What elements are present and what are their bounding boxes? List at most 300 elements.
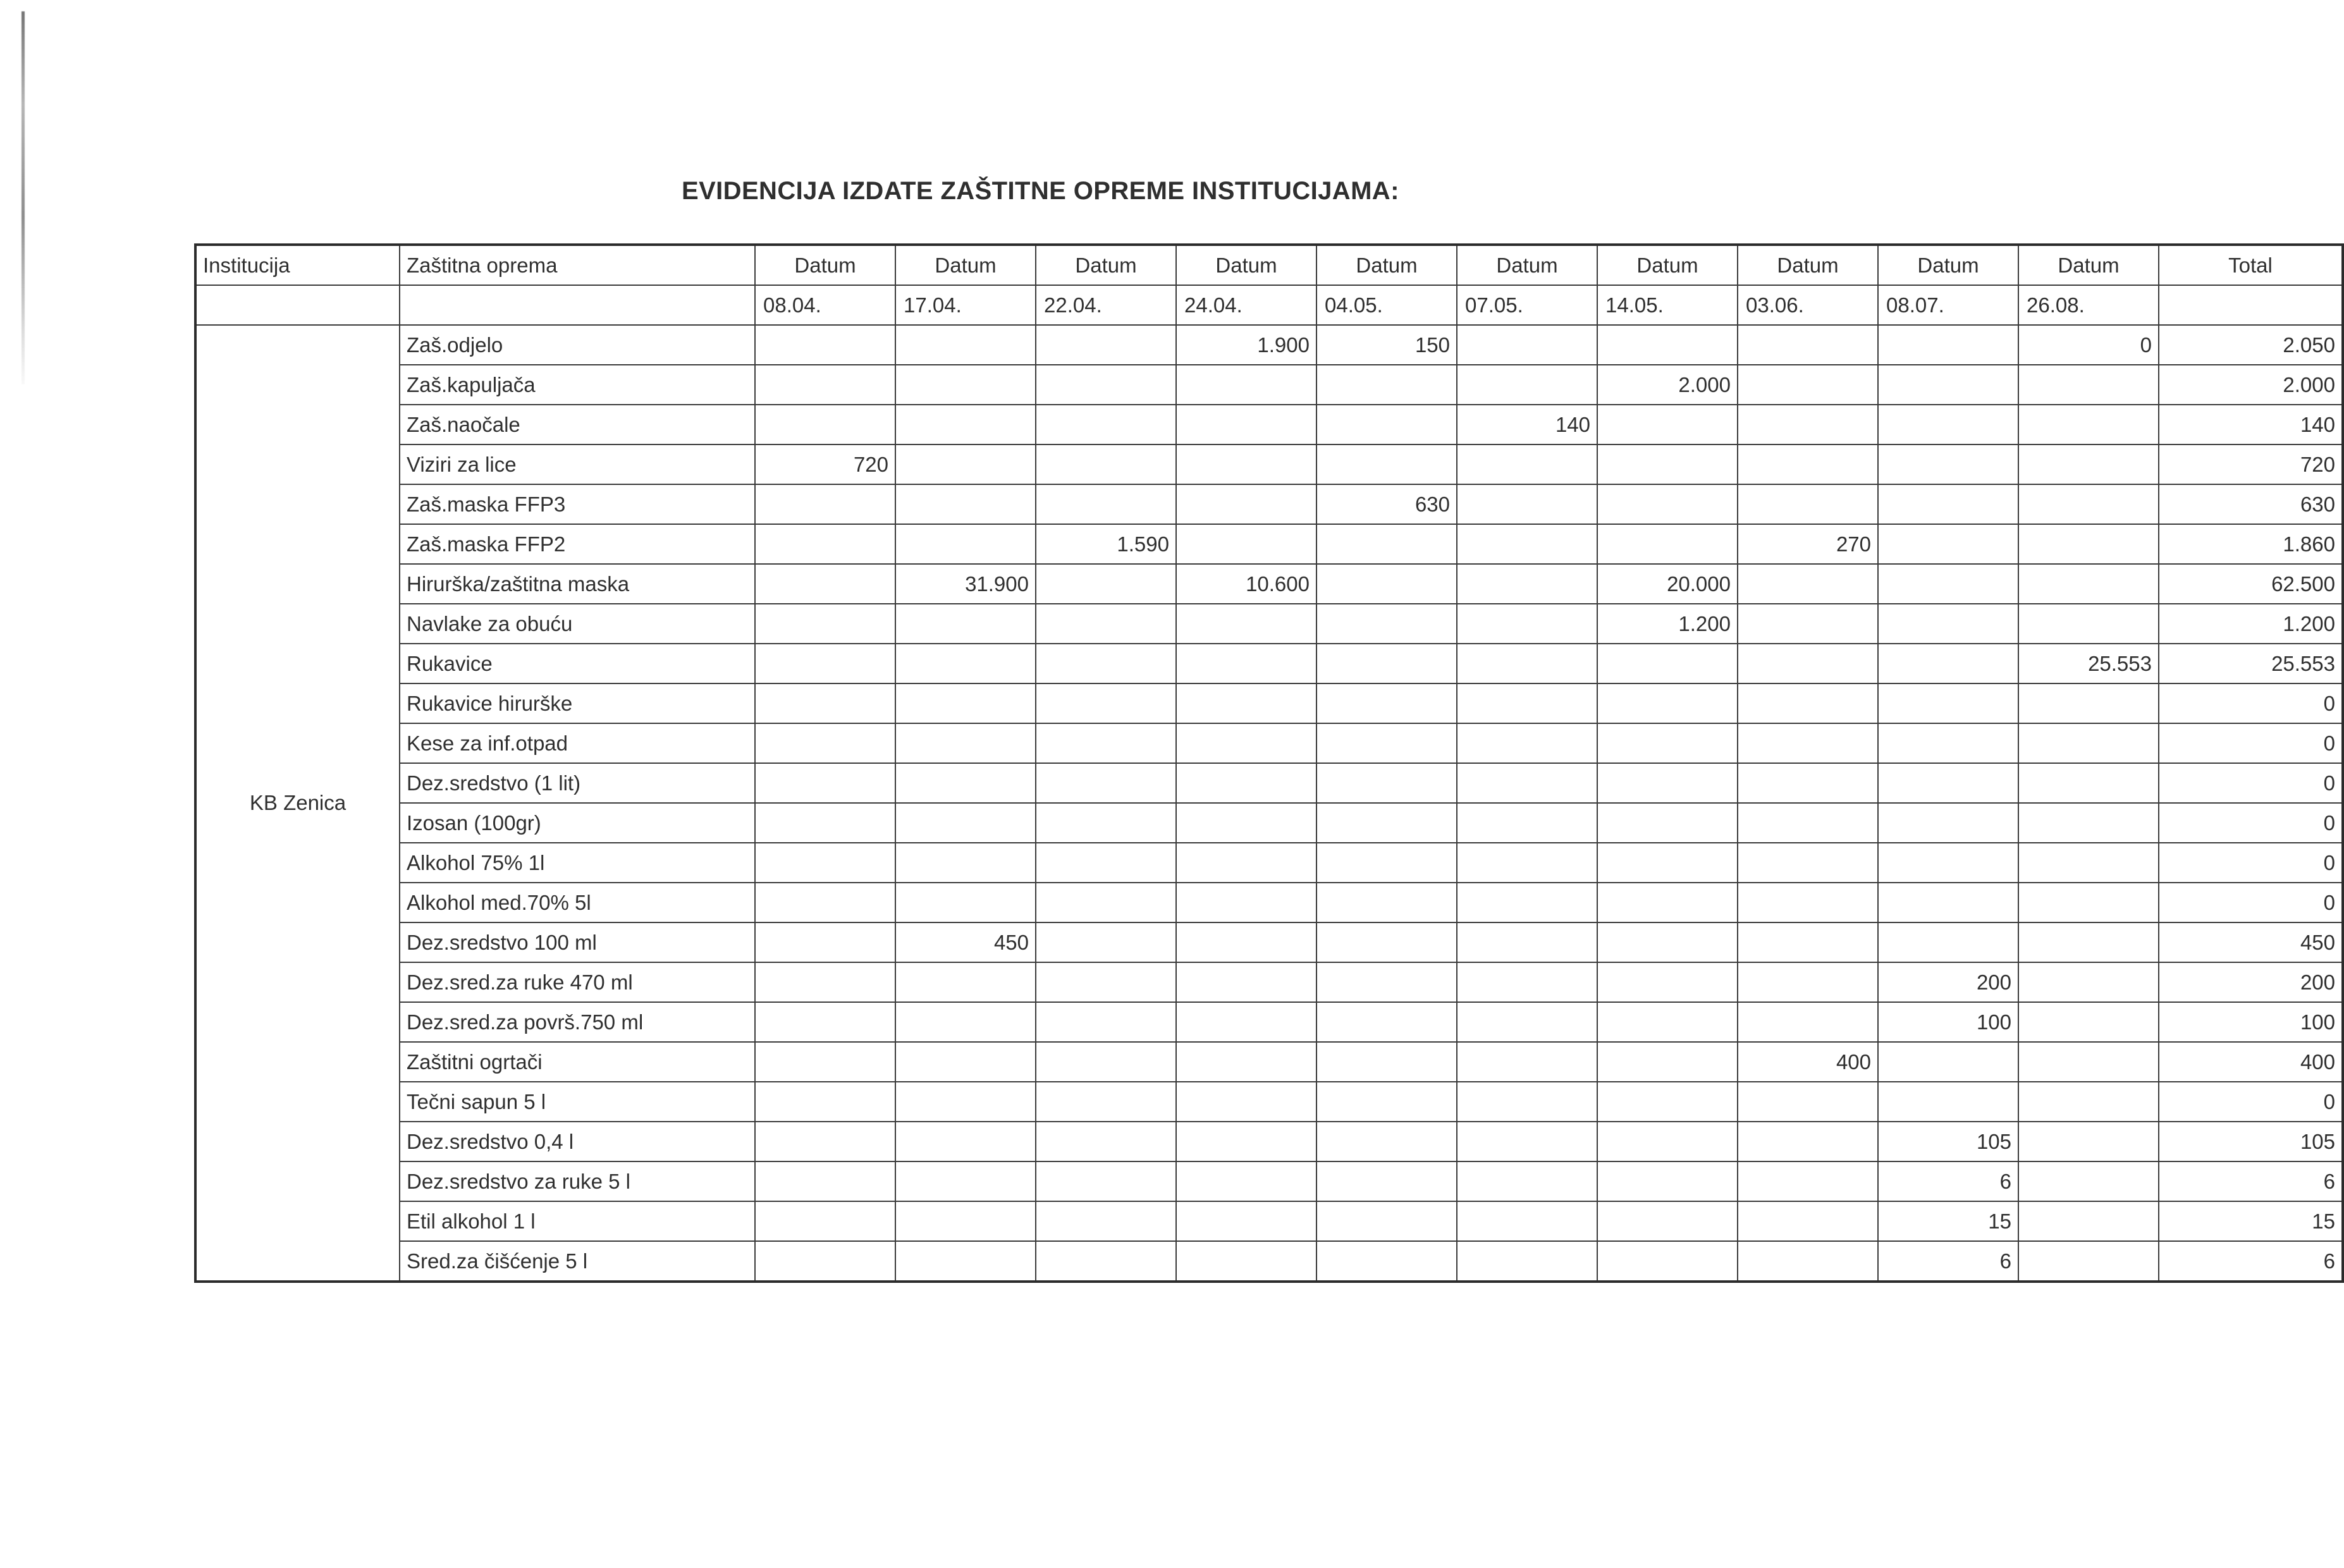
- quantity-cell: [1036, 843, 1176, 883]
- quantity-cell: 0: [2018, 325, 2159, 365]
- quantity-cell: 720: [755, 444, 895, 484]
- quantity-cell: [1878, 683, 2018, 723]
- header-date-1: Datum: [755, 245, 895, 285]
- quantity-cell: [1738, 365, 1878, 405]
- quantity-cell: [1738, 962, 1878, 1002]
- quantity-cell: [1036, 365, 1176, 405]
- equipment-name-cell: Kese za inf.otpad: [400, 723, 755, 763]
- row-total-cell: 0: [2159, 883, 2343, 922]
- quantity-cell: [1457, 325, 1597, 365]
- date-value-4: 24.04.: [1176, 285, 1316, 325]
- equipment-name-cell: Rukavice: [400, 644, 755, 683]
- table-row: [195, 883, 2343, 922]
- table-row: [195, 1241, 2343, 1282]
- quantity-cell: [1176, 1042, 1316, 1082]
- quantity-cell: 1.200: [1597, 604, 1738, 644]
- quantity-cell: [895, 1002, 1036, 1042]
- date-value-3: 22.04.: [1036, 285, 1176, 325]
- quantity-cell: [1036, 922, 1176, 962]
- quantity-cell: [895, 405, 1036, 444]
- quantity-cell: [1316, 1241, 1457, 1282]
- quantity-cell: [1036, 723, 1176, 763]
- quantity-cell: [1176, 883, 1316, 922]
- quantity-cell: [1316, 1002, 1457, 1042]
- header-date-4: Datum: [1176, 245, 1316, 285]
- quantity-cell: [1316, 883, 1457, 922]
- quantity-cell: [2018, 1122, 2159, 1161]
- quantity-cell: [1457, 683, 1597, 723]
- equipment-name-cell: Alkohol 75% 1l: [400, 843, 755, 883]
- quantity-cell: [1457, 1082, 1597, 1122]
- quantity-cell: [1457, 1002, 1597, 1042]
- quantity-cell: [1036, 444, 1176, 484]
- header-date-6: Datum: [1457, 245, 1597, 285]
- quantity-cell: [1878, 604, 2018, 644]
- quantity-cell: [755, 883, 895, 922]
- quantity-cell: [1738, 1201, 1878, 1241]
- quantity-cell: [1597, 1201, 1738, 1241]
- header-total: Total: [2159, 245, 2343, 285]
- quantity-cell: [2018, 1082, 2159, 1122]
- quantity-cell: 20.000: [1597, 564, 1738, 604]
- header-date-5: Datum: [1316, 245, 1457, 285]
- quantity-cell: [755, 723, 895, 763]
- equipment-name-cell: Hirurška/zaštitna maska: [400, 564, 755, 604]
- quantity-cell: [1316, 1122, 1457, 1161]
- quantity-cell: [1597, 325, 1738, 365]
- quantity-cell: [1316, 1161, 1457, 1201]
- quantity-cell: [1316, 763, 1457, 803]
- quantity-cell: [1738, 604, 1878, 644]
- quantity-cell: [2018, 365, 2159, 405]
- header-date-3: Datum: [1036, 245, 1176, 285]
- quantity-cell: [1597, 1042, 1738, 1082]
- quantity-cell: [1457, 883, 1597, 922]
- quantity-cell: [1878, 365, 2018, 405]
- quantity-cell: [2018, 564, 2159, 604]
- equipment-name-cell: Dez.sredstvo 0,4 l: [400, 1122, 755, 1161]
- quantity-cell: [1878, 922, 2018, 962]
- quantity-cell: [1316, 564, 1457, 604]
- table-row: [195, 325, 2343, 365]
- table-row: [195, 1082, 2343, 1122]
- quantity-cell: [2018, 1161, 2159, 1201]
- equipment-name-cell: Etil alkohol 1 l: [400, 1201, 755, 1241]
- quantity-cell: [1457, 444, 1597, 484]
- table-row: [195, 484, 2343, 524]
- quantity-cell: [1316, 644, 1457, 683]
- header-institution: Institucija: [195, 245, 400, 285]
- row-total-cell: 62.500: [2159, 564, 2343, 604]
- row-total-cell: 720: [2159, 444, 2343, 484]
- quantity-cell: [895, 444, 1036, 484]
- quantity-cell: [1036, 1122, 1176, 1161]
- table-row: [195, 604, 2343, 644]
- quantity-cell: [1738, 484, 1878, 524]
- quantity-cell: [1316, 1201, 1457, 1241]
- header-date-8: Datum: [1738, 245, 1878, 285]
- quantity-cell: [895, 1201, 1036, 1241]
- quantity-cell: [1457, 843, 1597, 883]
- quantity-cell: [1176, 444, 1316, 484]
- quantity-cell: [1036, 1002, 1176, 1042]
- quantity-cell: [755, 803, 895, 843]
- quantity-cell: [2018, 484, 2159, 524]
- table-row: [195, 803, 2343, 843]
- equipment-name-cell: Zaš.maska FFP2: [400, 524, 755, 564]
- quantity-cell: [755, 1241, 895, 1282]
- table-row: [195, 683, 2343, 723]
- quantity-cell: [1878, 484, 2018, 524]
- table-row: [195, 922, 2343, 962]
- equipment-name-cell: Rukavice hirurške: [400, 683, 755, 723]
- quantity-cell: [1738, 803, 1878, 843]
- quantity-cell: [1457, 644, 1597, 683]
- quantity-cell: [1878, 644, 2018, 683]
- quantity-cell: 400: [1738, 1042, 1878, 1082]
- quantity-cell: [1176, 723, 1316, 763]
- quantity-cell: [1738, 763, 1878, 803]
- quantity-cell: [1878, 883, 2018, 922]
- quantity-cell: [1036, 763, 1176, 803]
- table-header-row: [195, 245, 2343, 285]
- quantity-cell: [2018, 803, 2159, 843]
- header-date-2: Datum: [895, 245, 1036, 285]
- quantity-cell: [2018, 405, 2159, 444]
- date-row-institution-spacer: [195, 285, 400, 325]
- date-value-7: 14.05.: [1597, 285, 1738, 325]
- quantity-cell: [1457, 365, 1597, 405]
- quantity-cell: [1176, 803, 1316, 843]
- quantity-cell: [1176, 405, 1316, 444]
- quantity-cell: [1176, 843, 1316, 883]
- quantity-cell: [1036, 1201, 1176, 1241]
- quantity-cell: [2018, 723, 2159, 763]
- date-value-9: 08.07.: [1878, 285, 2018, 325]
- quantity-cell: [755, 405, 895, 444]
- quantity-cell: [1176, 604, 1316, 644]
- quantity-cell: [1036, 325, 1176, 365]
- quantity-cell: [755, 683, 895, 723]
- quantity-cell: [1597, 962, 1738, 1002]
- table-body: [195, 245, 2343, 1282]
- evidencija-table-container: [194, 243, 2335, 1283]
- quantity-cell: [2018, 1042, 2159, 1082]
- quantity-cell: [895, 723, 1036, 763]
- quantity-cell: [1316, 524, 1457, 564]
- row-total-cell: 0: [2159, 1082, 2343, 1122]
- quantity-cell: [1457, 564, 1597, 604]
- quantity-cell: [895, 1042, 1036, 1082]
- quantity-cell: [1176, 1082, 1316, 1122]
- quantity-cell: [755, 564, 895, 604]
- quantity-cell: [1878, 723, 2018, 763]
- quantity-cell: [1597, 644, 1738, 683]
- quantity-cell: [755, 1122, 895, 1161]
- table-row: [195, 1042, 2343, 1082]
- header-date-9: Datum: [1878, 245, 2018, 285]
- quantity-cell: [1176, 1002, 1316, 1042]
- quantity-cell: [755, 1082, 895, 1122]
- quantity-cell: [755, 365, 895, 405]
- equipment-name-cell: Zaš.odjelo: [400, 325, 755, 365]
- quantity-cell: [2018, 683, 2159, 723]
- quantity-cell: [1597, 803, 1738, 843]
- quantity-cell: 31.900: [895, 564, 1036, 604]
- quantity-cell: [1176, 962, 1316, 1002]
- quantity-cell: [1878, 524, 2018, 564]
- quantity-cell: 630: [1316, 484, 1457, 524]
- quantity-cell: [1036, 1241, 1176, 1282]
- table-date-row: [195, 285, 2343, 325]
- quantity-cell: [1036, 644, 1176, 683]
- quantity-cell: [1738, 444, 1878, 484]
- quantity-cell: 6: [1878, 1241, 2018, 1282]
- quantity-cell: 100: [1878, 1002, 2018, 1042]
- quantity-cell: 1.590: [1036, 524, 1176, 564]
- quantity-cell: [1316, 1082, 1457, 1122]
- quantity-cell: [1878, 405, 2018, 444]
- quantity-cell: [1036, 803, 1176, 843]
- quantity-cell: [1597, 1082, 1738, 1122]
- table-row: [195, 1201, 2343, 1241]
- quantity-cell: [1597, 843, 1738, 883]
- row-total-cell: 0: [2159, 763, 2343, 803]
- quantity-cell: [1738, 723, 1878, 763]
- quantity-cell: [2018, 604, 2159, 644]
- equipment-name-cell: Dez.sred.za ruke 470 ml: [400, 962, 755, 1002]
- quantity-cell: [1457, 1241, 1597, 1282]
- quantity-cell: [1878, 843, 2018, 883]
- quantity-cell: [1176, 1122, 1316, 1161]
- quantity-cell: [1597, 484, 1738, 524]
- quantity-cell: [755, 325, 895, 365]
- quantity-cell: 10.600: [1176, 564, 1316, 604]
- quantity-cell: [1176, 484, 1316, 524]
- quantity-cell: [1878, 763, 2018, 803]
- quantity-cell: [895, 484, 1036, 524]
- quantity-cell: [755, 604, 895, 644]
- quantity-cell: [1316, 365, 1457, 405]
- equipment-name-cell: Zaš.naočale: [400, 405, 755, 444]
- quantity-cell: [1457, 1161, 1597, 1201]
- quantity-cell: 25.553: [2018, 644, 2159, 683]
- quantity-cell: [1738, 843, 1878, 883]
- quantity-cell: [1316, 922, 1457, 962]
- quantity-cell: [895, 365, 1036, 405]
- quantity-cell: [755, 922, 895, 962]
- quantity-cell: [1738, 1002, 1878, 1042]
- equipment-name-cell: Dez.sredstvo za ruke 5 l: [400, 1161, 755, 1201]
- quantity-cell: [2018, 962, 2159, 1002]
- table-row: [195, 723, 2343, 763]
- quantity-cell: 150: [1316, 325, 1457, 365]
- equipment-name-cell: Dez.sredstvo (1 lit): [400, 763, 755, 803]
- quantity-cell: [1036, 604, 1176, 644]
- quantity-cell: [1878, 325, 2018, 365]
- quantity-cell: [1738, 1082, 1878, 1122]
- quantity-cell: [1738, 644, 1878, 683]
- quantity-cell: [755, 484, 895, 524]
- quantity-cell: [1457, 803, 1597, 843]
- page-title: EVIDENCIJA IZDATE ZAŠTITNE OPREME INSTITUCIJAMA:: [682, 177, 1399, 205]
- quantity-cell: [1176, 763, 1316, 803]
- quantity-cell: [755, 843, 895, 883]
- quantity-cell: [1878, 444, 2018, 484]
- quantity-cell: [1457, 723, 1597, 763]
- equipment-name-cell: Tečni sapun 5 l: [400, 1082, 755, 1122]
- quantity-cell: [1457, 922, 1597, 962]
- quantity-cell: 200: [1878, 962, 2018, 1002]
- quantity-cell: [1036, 1161, 1176, 1201]
- row-total-cell: 2.050: [2159, 325, 2343, 365]
- date-value-5: 04.05.: [1316, 285, 1457, 325]
- quantity-cell: [895, 683, 1036, 723]
- date-value-10: 26.08.: [2018, 285, 2159, 325]
- row-total-cell: 1.860: [2159, 524, 2343, 564]
- quantity-cell: [1036, 405, 1176, 444]
- quantity-cell: [755, 763, 895, 803]
- quantity-cell: [895, 1122, 1036, 1161]
- quantity-cell: [1457, 1122, 1597, 1161]
- table-row: [195, 1002, 2343, 1042]
- quantity-cell: [2018, 763, 2159, 803]
- quantity-cell: [1036, 1082, 1176, 1122]
- row-total-cell: 25.553: [2159, 644, 2343, 683]
- scan-artifact-line: [21, 11, 25, 384]
- date-value-1: 08.04.: [755, 285, 895, 325]
- quantity-cell: [1036, 883, 1176, 922]
- row-total-cell: 140: [2159, 405, 2343, 444]
- row-total-cell: 400: [2159, 1042, 2343, 1082]
- table-row: [195, 843, 2343, 883]
- date-value-2: 17.04.: [895, 285, 1036, 325]
- institution-cell: KB Zenica: [195, 325, 400, 1282]
- quantity-cell: [895, 604, 1036, 644]
- quantity-cell: 140: [1457, 405, 1597, 444]
- quantity-cell: [1316, 723, 1457, 763]
- quantity-cell: [1316, 604, 1457, 644]
- quantity-cell: [1597, 1241, 1738, 1282]
- date-value-6: 07.05.: [1457, 285, 1597, 325]
- quantity-cell: [895, 843, 1036, 883]
- header-equipment: Zaštitna oprema: [400, 245, 755, 285]
- quantity-cell: [1036, 484, 1176, 524]
- quantity-cell: [1738, 405, 1878, 444]
- equipment-name-cell: Navlake za obuću: [400, 604, 755, 644]
- quantity-cell: [1738, 1122, 1878, 1161]
- quantity-cell: [1457, 962, 1597, 1002]
- table-row: [195, 1161, 2343, 1201]
- row-total-cell: 0: [2159, 683, 2343, 723]
- quantity-cell: [2018, 444, 2159, 484]
- quantity-cell: [1597, 1161, 1738, 1201]
- table-row: [195, 405, 2343, 444]
- equipment-name-cell: Dez.sredstvo 100 ml: [400, 922, 755, 962]
- quantity-cell: [1738, 1241, 1878, 1282]
- quantity-cell: [1597, 763, 1738, 803]
- quantity-cell: 15: [1878, 1201, 2018, 1241]
- quantity-cell: [1316, 803, 1457, 843]
- quantity-cell: 1.900: [1176, 325, 1316, 365]
- quantity-cell: [1597, 405, 1738, 444]
- table-row: [195, 444, 2343, 484]
- row-total-cell: 2.000: [2159, 365, 2343, 405]
- quantity-cell: [1457, 484, 1597, 524]
- row-total-cell: 0: [2159, 723, 2343, 763]
- row-total-cell: 1.200: [2159, 604, 2343, 644]
- quantity-cell: [1597, 1122, 1738, 1161]
- quantity-cell: [1597, 683, 1738, 723]
- quantity-cell: 270: [1738, 524, 1878, 564]
- quantity-cell: [1176, 922, 1316, 962]
- equipment-name-cell: Zaš.kapuljača: [400, 365, 755, 405]
- date-value-8: 03.06.: [1738, 285, 1878, 325]
- quantity-cell: [755, 644, 895, 683]
- quantity-cell: [2018, 1241, 2159, 1282]
- quantity-cell: [2018, 922, 2159, 962]
- quantity-cell: [1457, 763, 1597, 803]
- quantity-cell: [895, 763, 1036, 803]
- quantity-cell: [1176, 365, 1316, 405]
- quantity-cell: [1176, 644, 1316, 683]
- quantity-cell: [1036, 962, 1176, 1002]
- row-total-cell: 6: [2159, 1161, 2343, 1201]
- quantity-cell: [1176, 1201, 1316, 1241]
- quantity-cell: [1597, 1002, 1738, 1042]
- header-date-10: Datum: [2018, 245, 2159, 285]
- row-total-cell: 630: [2159, 484, 2343, 524]
- quantity-cell: [1176, 1241, 1316, 1282]
- quantity-cell: [1036, 1042, 1176, 1082]
- quantity-cell: [755, 1002, 895, 1042]
- quantity-cell: [1176, 1161, 1316, 1201]
- table-row: [195, 564, 2343, 604]
- quantity-cell: [1878, 564, 2018, 604]
- row-total-cell: 0: [2159, 803, 2343, 843]
- quantity-cell: [895, 325, 1036, 365]
- quantity-cell: [1316, 444, 1457, 484]
- quantity-cell: 450: [895, 922, 1036, 962]
- equipment-name-cell: Zaštitni ogrtači: [400, 1042, 755, 1082]
- quantity-cell: [1457, 1042, 1597, 1082]
- quantity-cell: 105: [1878, 1122, 2018, 1161]
- table-row: [195, 365, 2343, 405]
- row-total-cell: 200: [2159, 962, 2343, 1002]
- quantity-cell: [1036, 564, 1176, 604]
- table-row: [195, 1122, 2343, 1161]
- date-row-total-spacer: [2159, 285, 2343, 325]
- quantity-cell: [1457, 604, 1597, 644]
- quantity-cell: [2018, 843, 2159, 883]
- row-total-cell: 105: [2159, 1122, 2343, 1161]
- quantity-cell: 6: [1878, 1161, 2018, 1201]
- quantity-cell: [1597, 524, 1738, 564]
- quantity-cell: [1738, 325, 1878, 365]
- quantity-cell: [895, 803, 1036, 843]
- quantity-cell: [755, 1042, 895, 1082]
- quantity-cell: [2018, 883, 2159, 922]
- equipment-name-cell: Viziri za lice: [400, 444, 755, 484]
- quantity-cell: [1738, 564, 1878, 604]
- quantity-cell: [1316, 962, 1457, 1002]
- quantity-cell: [895, 1161, 1036, 1201]
- quantity-cell: [2018, 1201, 2159, 1241]
- quantity-cell: [1878, 803, 2018, 843]
- row-total-cell: 100: [2159, 1002, 2343, 1042]
- quantity-cell: [755, 962, 895, 1002]
- equipment-name-cell: Izosan (100gr): [400, 803, 755, 843]
